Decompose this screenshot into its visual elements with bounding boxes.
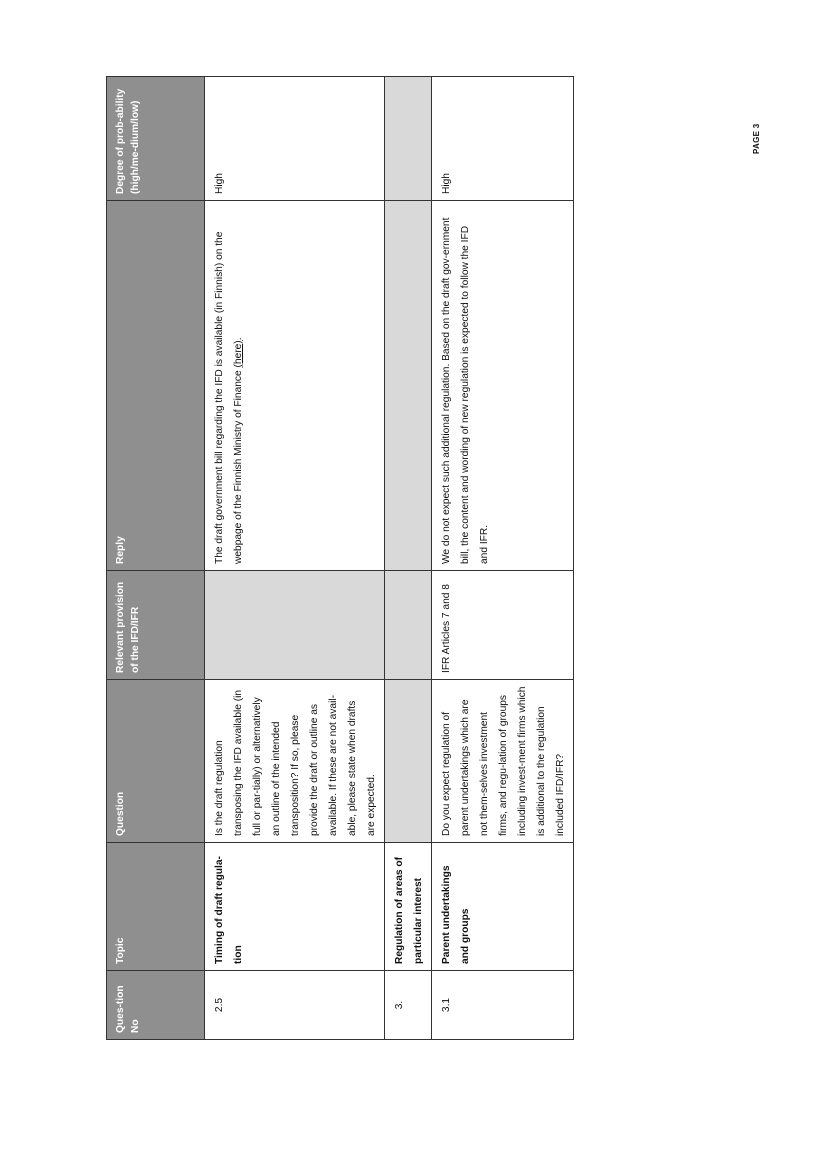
row-topic: Timing of draft regula-tion — [205, 843, 385, 971]
row-question-no: 2.5 — [205, 971, 385, 1040]
section-fill — [385, 571, 432, 680]
section-row — [385, 77, 432, 1040]
row-topic: Parent undertakings and groups — [432, 843, 574, 971]
header-question: Question — [107, 680, 205, 843]
rotated-page-content — [106, 77, 566, 1040]
header-question-no: Ques-tion No — [107, 971, 205, 1040]
header-reply: Reply — [107, 201, 205, 571]
header-probability: Degree of prob-ability (high/me-dium/low) — [107, 77, 205, 201]
row-probability: High — [205, 77, 385, 201]
row-question: Do you expect regulation of parent undertakings which are not them-selves investment firms, and regu-lation of groups including invest-ment firms which is additional to the regulation included IFD/IFR? — [432, 680, 574, 843]
row-question-no: 3.1 — [432, 971, 574, 1040]
questionnaire-table — [106, 76, 574, 1040]
row-probability: High — [432, 77, 574, 201]
section-fill — [385, 77, 432, 201]
section-fill — [385, 201, 432, 571]
table-header-row — [107, 77, 205, 1040]
reply-text: The draft government bill regarding the IFD is available (in Finnish) on the webpage of the Finnish Ministry of Finance — [214, 231, 244, 564]
table-row — [205, 77, 385, 1040]
section-number: 3. — [385, 971, 432, 1040]
reply-end: . — [233, 337, 244, 341]
page-number: PAGE 3 — [752, 123, 761, 154]
header-topic: Topic — [107, 843, 205, 971]
row-question: Is the draft regulation transposing the IFD available (in full or par-tially) or alternatively an outline of the intended transposition? If so, please provide the draft or outline as available. If these are not avail-able, please state when drafts are expected. — [205, 680, 385, 843]
table-row — [432, 77, 574, 1040]
header-provision: Relevant provision of the IFD/IFR — [107, 571, 205, 680]
row-provision — [205, 571, 385, 680]
section-title: Regulation of areas of particular interest — [385, 843, 432, 971]
row-reply — [205, 201, 385, 571]
reply-link[interactable]: (here) — [233, 340, 244, 368]
row-reply: We do not expect such additional regulation. Based on the draft gov-ernment bill, the content and wording of new regulation is expected to follow the IFD and IFR. — [432, 201, 574, 571]
section-fill — [385, 680, 432, 843]
row-provision: IFR Articles 7 and 8 — [432, 571, 574, 680]
